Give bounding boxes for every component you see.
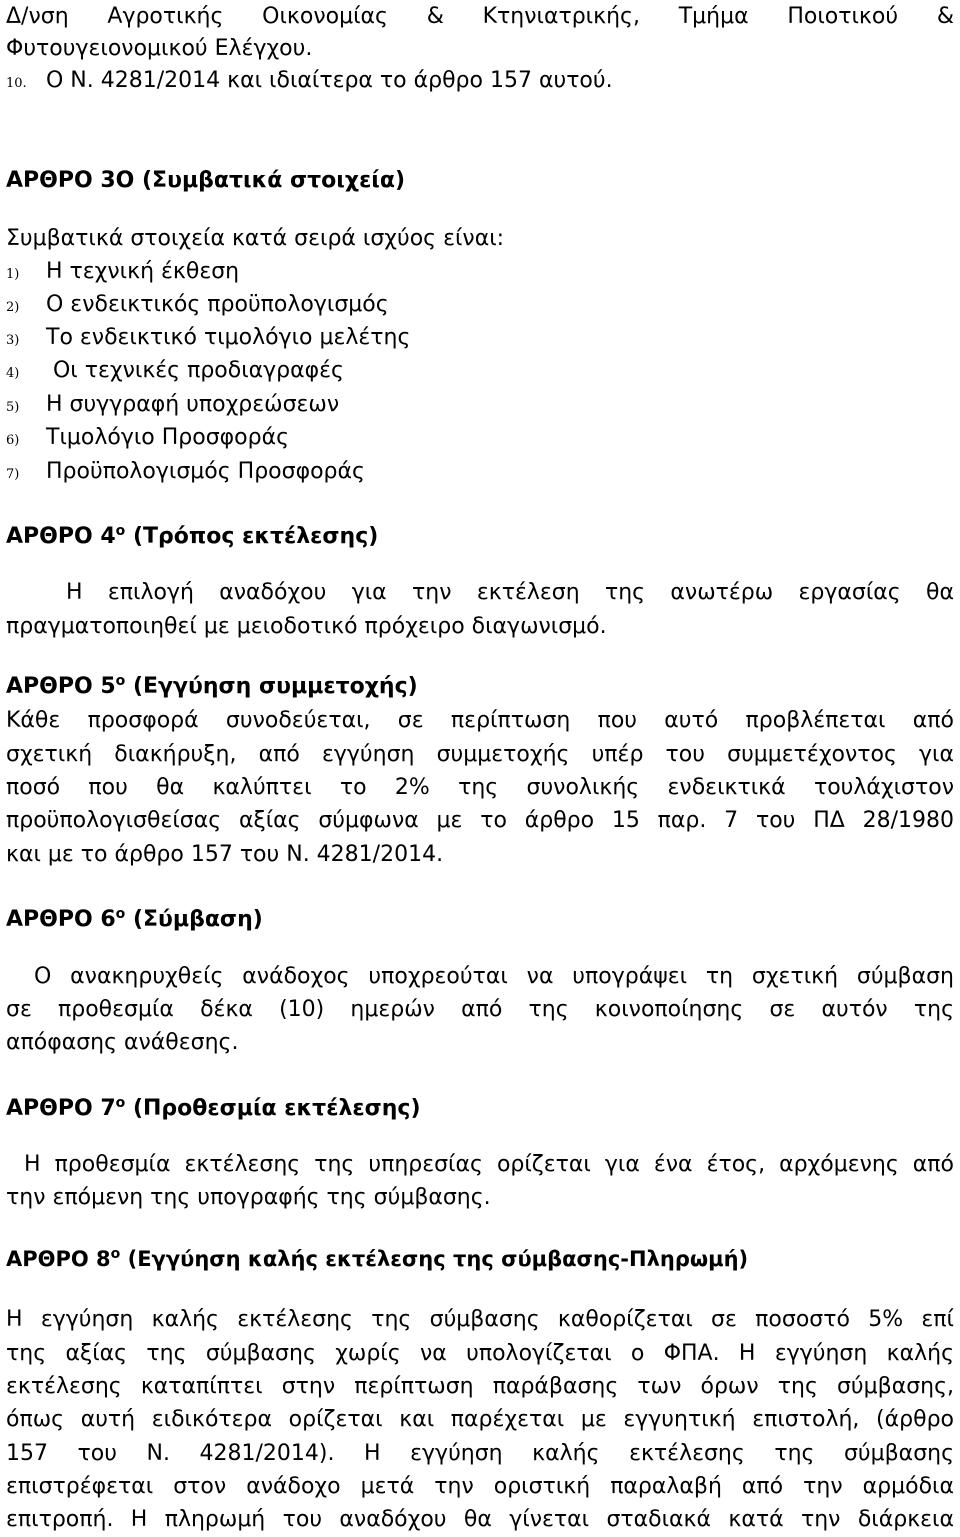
list-text: Ο Ν. 4281/2014 και ιδιαίτερα το άρθρο 157 αυτού.: [46, 68, 613, 93]
article-3-lead: Συμβατικά στοιχεία κατά σειρά ισχύος είναι:: [6, 226, 505, 251]
heading-title: (Εγγύηση συμμετοχής): [125, 674, 418, 699]
list-item-10: [6, 66, 954, 99]
list-item: [6, 423, 954, 456]
heading-title: (Προθεσμία εκτέλεσης): [125, 1096, 421, 1121]
article-6-line: απόφασης ανάθεσης.: [6, 1030, 239, 1055]
article-8-line: επιστρέφεται στον ανάδοχο μετά την οριστική παραλαβή από την αρμόδια: [6, 1474, 954, 1499]
article-6-line: Ο ανακηρυχθείς ανάδοχος υποχρεούται να υπογράψει τη σχετική σύμβαση: [34, 964, 954, 989]
article-3-heading: ΑΡΘΡΟ 3Ο (Συμβατικά στοιχεία): [6, 168, 406, 193]
heading-text: ΑΡΘΡΟ 5: [6, 674, 116, 699]
list-number: 1): [6, 267, 20, 282]
list-number: 4): [6, 366, 20, 381]
list-number: 6): [6, 433, 20, 448]
heading-text: ΑΡΘΡΟ 8: [6, 1247, 111, 1271]
article-7-line: την επόμενη της υπογραφής της σύμβασης.: [6, 1185, 491, 1210]
heading-superscript: ο: [115, 673, 126, 689]
article-4-heading: [6, 522, 954, 552]
heading-superscript: ο: [115, 523, 126, 539]
article-8-line: όπως αυτή ειδικότερα ορίζεται και παρέχεται με εγγυητική επιστολή, (άρθρο: [6, 1407, 954, 1432]
heading-text: ΑΡΘΡΟ 6: [6, 907, 116, 932]
article-5-line: προϋπολογισθείσας αξίας σύμφωνα με το άρθρο 15 παρ. 7 του ΠΔ 28/1980: [6, 808, 954, 833]
heading-text: ΑΡΘΡΟ 7: [6, 1096, 116, 1121]
article-8-line: επιτροπή. Η πληρωμή του αναδόχου θα γίνεται σταδιακά κατά την διάρκεια: [6, 1507, 954, 1532]
list-item: [6, 390, 954, 423]
list-text: Οι τεχνικές προδιαγραφές: [46, 358, 344, 383]
article-7-line: Η προθεσμία εκτέλεσης της υπηρεσίας ορίζεται για ένα έτος, αρχόμενης από: [24, 1152, 954, 1177]
article-5-line: Κάθε προσφορά συνοδεύεται, σε περίπτωση που αυτό προβλέπεται από: [6, 708, 954, 733]
list-text: Η τεχνική έκθεση: [46, 259, 240, 284]
article-8-line: 157 του Ν. 4281/2014). Η εγγύηση καλής εκτέλεσης της σύμβασης: [6, 1441, 954, 1466]
article-7-heading: [6, 1094, 954, 1124]
heading-superscript: ο: [115, 906, 126, 922]
list-item: [6, 457, 954, 490]
article-5-line: και με το άρθρο 157 του Ν. 4281/2014.: [6, 842, 444, 867]
list-item: [6, 323, 954, 356]
list-item: [6, 290, 954, 323]
list-text: Η συγγραφή υποχρεώσεων: [46, 392, 340, 417]
article-5-heading: [6, 672, 954, 702]
list-item: [6, 356, 954, 389]
list-item: [6, 257, 954, 290]
article-8-line: της αξίας της σύμβασης χωρίς να υπολογίζεται ο ΦΠΑ. Η εγγύηση καλής: [6, 1341, 954, 1366]
list-number: 2): [6, 300, 20, 315]
intro-line-1: Δ/νση Αγροτικής Οικονομίας & Κτηνιατρικής, Τμήμα Ποιοτικού &: [6, 4, 954, 29]
article-6-heading: [6, 905, 954, 935]
heading-title: (Σύμβαση): [125, 907, 263, 932]
list-text: Ο ενδεικτικός προϋπολογισμός: [46, 292, 389, 317]
list-number: 3): [6, 333, 20, 348]
heading-title: (Τρόπος εκτέλεσης): [125, 524, 379, 549]
list-number: 5): [6, 400, 20, 415]
heading-superscript: ο: [110, 1246, 121, 1262]
intro-line-2: Φυτουγειονομικού Ελέγχου.: [6, 36, 313, 61]
heading-text: ΑΡΘΡΟ 4: [6, 524, 116, 549]
article-6-line: σε προθεσμία δέκα (10) ημερών από της κοινοποίησης σε αυτόν της: [6, 997, 954, 1022]
article-5-line: σχετική διακήρυξη, από εγγύηση συμμετοχής υπέρ του συμμετέχοντος για: [6, 742, 954, 767]
list-text: Προϋπολογισμός Προσφοράς: [46, 459, 365, 484]
article-8-line: Η εγγύηση καλής εκτέλεσης της σύμβασης καθορίζεται σε ποσοστό 5% επί: [6, 1307, 954, 1332]
article-5-line: ποσό που θα καλύπτει το 2% της συνολικής ενδεικτικά τουλάχιστον: [6, 775, 954, 800]
article-8-heading: [6, 1244, 954, 1274]
article-4-paragraph-line-1: Η επιλογή αναδόχου για την εκτέλεση της ανωτέρω εργασίας θα: [66, 580, 954, 605]
list-number: 10.: [6, 76, 27, 91]
list-text: Το ενδεικτικό τιμολόγιο μελέτης: [46, 325, 411, 350]
article-4-paragraph-line-2: πραγματοποιηθεί με μειοδοτικό πρόχειρο διαγωνισμό.: [6, 614, 607, 639]
heading-title: (Εγγύηση καλής εκτέλεσης της σύμβασης-Πληρωμή): [120, 1247, 749, 1271]
heading-superscript: ο: [115, 1095, 126, 1111]
list-text: Τιμολόγιο Προσφοράς: [46, 425, 289, 450]
article-8-line: εκτέλεσης καταπίπτει στην περίπτωση παράβασης των όρων της σύμβασης,: [6, 1374, 954, 1399]
list-number: 7): [6, 467, 20, 482]
